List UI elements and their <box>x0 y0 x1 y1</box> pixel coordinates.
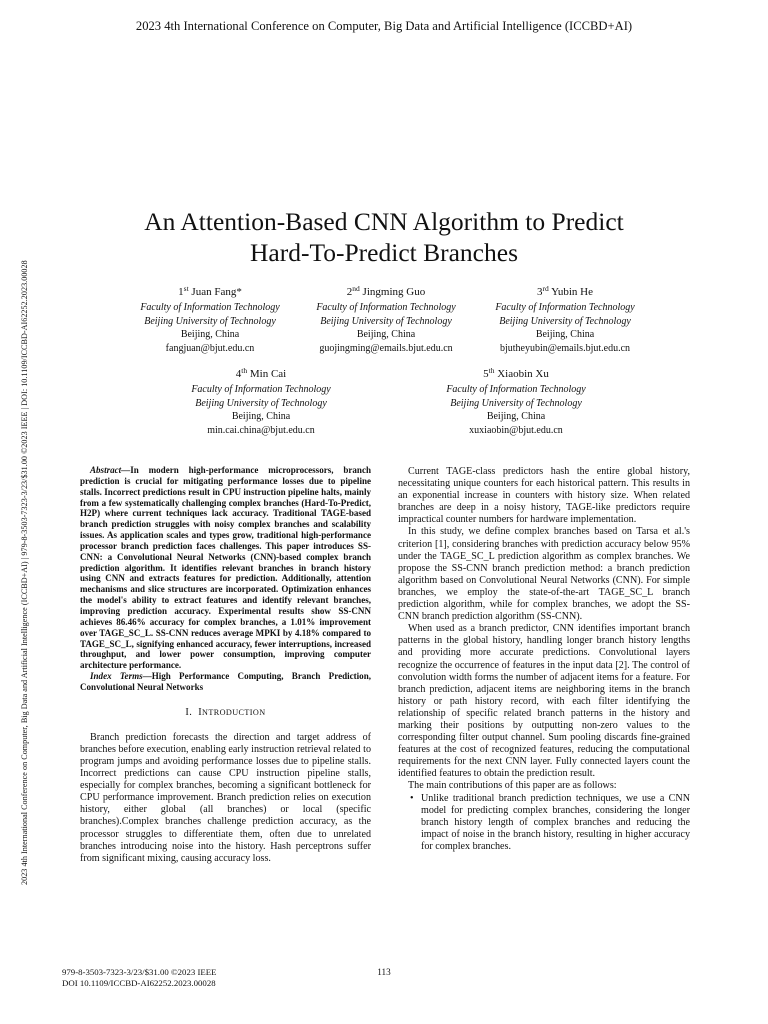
abstract <box>80 465 371 671</box>
author-block-4 <box>151 364 371 437</box>
author-name: 5th Xiaobin Xu <box>483 366 549 380</box>
author-city: Beijing, China <box>180 329 240 341</box>
right-column <box>398 466 690 853</box>
author-email: fangjuan@bjut.edu.cn <box>165 342 255 354</box>
abstract-label: Abstract <box>90 465 122 475</box>
author-name: 4th Min Cai <box>235 366 287 380</box>
author-email: xuxiaobin@bjut.edu.cn <box>469 424 563 436</box>
section-heading-introduction: I. INTRODUCTION <box>185 706 266 718</box>
index-terms <box>80 671 371 693</box>
author-university: Beijing University of Technology <box>144 315 276 327</box>
author-name: 2nd Jingming Guo <box>346 284 426 298</box>
author-name: 1st Juan Fang* <box>178 284 242 298</box>
author-university: Beijing University of Technology <box>450 397 582 409</box>
author-city: Beijing, China <box>535 329 595 341</box>
title-line-2: Hard-To-Predict Branches <box>250 238 518 267</box>
author-city: Beijing, China <box>486 411 546 423</box>
paper-title <box>0 206 768 268</box>
index-terms-text: —High Performance Computing, Branch Prediction, Convolutional Neural Networks <box>80 671 371 692</box>
author-block-5 <box>406 364 626 437</box>
author-department: Faculty of Information Technology <box>495 302 635 313</box>
side-metadata-text: 2023 4th International Conference on Computer, Big Data and Artificial Intelligence (ICCBD+AI) | 979-8-3503-7323-3/23/$31.00 ©2023 IEEE | DOI: 10.1109/ICCBD-AI62252.2023.00028 <box>20 260 29 885</box>
author-city: Beijing, China <box>356 329 416 341</box>
footer-isbn: 979-8-3503-7323-3/23/$31.00 ©2023 IEEE <box>62 967 217 977</box>
bullet-icon: • <box>410 792 414 804</box>
index-terms-label: Index Terms <box>90 671 143 682</box>
author-university: Beijing University of Technology <box>499 315 631 327</box>
list-item: • Unlike traditional branch prediction techniques, we use a CNN model for predicting complex branches, considering the longer branch history length of complex branches and reducing the impact of noise in the branch history, resulting in higher accuracy for complex branches. <box>410 792 690 852</box>
abstract-text: —In modern high-performance microprocessors, branch prediction is crucial for mitigating performance losses due to pipeline stalls. Incorrect predictions result in CPU instruction pipeline halts, mainly from a few systematically challenging complex branches (Hard-To-Predict, H2P) where current techniques lack accuracy. Traditional TAGE-based branch prediction struggles with noisy complex branches and scalability issues. As application scales and types grow, traditional high-performance processor branch prediction faces challenges. This paper introduces SS-CNN: a Convolutional Neural Networks (CNN)-based complex branch prediction algorithm. It identifies relevant branches in branch history using CNN and extracts features for prediction. Additionally, attention mechanisms and slice structures are incorporated. Optimization enhances the model's ability to extract features and identify relevant branches, improving prediction accuracy. Experimental results show SS-CNN achieves 86.46% accuracy for complex branches, a 1.01% improvement over TAGE_SC_L. SS-CNN reduces average MPKI by 4.18% compared to TAGE_SC_L, signifying enhanced accuracy, fewer interruptions, increased throughput, and lower power consumption, improving computer architecture performance. <box>80 465 371 671</box>
conference-header: 2023 4th International Conference on Computer, Big Data and Artificial Intelligence (ICCBD+AI) <box>135 19 633 33</box>
body-paragraph: The main contributions of this paper are as follows: <box>408 780 617 792</box>
author-email: bjutheyubin@emails.bjut.edu.cn <box>499 342 631 354</box>
author-university: Beijing University of Technology <box>320 315 452 327</box>
author-department: Faculty of Information Technology <box>191 384 331 395</box>
author-city: Beijing, China <box>231 411 291 423</box>
title-line-1: An Attention-Based CNN Algorithm to Predict <box>144 207 624 236</box>
author-block-3 <box>455 282 675 355</box>
author-department: Faculty of Information Technology <box>446 384 586 395</box>
page-number: 113 <box>377 967 391 977</box>
body-paragraph: Current TAGE-class predictors hash the entire global history, necessitating unique counters for each historical pattern. This results in an exponential increase in counters with history size. When related branches are deep in a noisy history, TAGE-like predictors require impractical counter numbers for hardware implementation. <box>398 466 690 526</box>
author-name: 3rd Yubin He <box>537 284 593 298</box>
body-paragraph: In this study, we define complex branches based on Tarsa et al.'s criterion [1], considering branches with prediction accuracy below 95% under the TAGE_SC_L prediction algorithm as complex branches. We propose the SS-CNN branch prediction method: a branch prediction algorithm based on Convolutional Neural Networks (CNN). For simple branches, we employ the state-of-the-art TAGE_SC_L branch prediction algorithm, while for complex branches, we adopt the SS-CNN branch prediction algorithm (SS-CNN). <box>398 526 690 623</box>
author-email: min.cai.china@bjut.edu.cn <box>207 424 315 436</box>
author-university: Beijing University of Technology <box>195 397 327 409</box>
author-department: Faculty of Information Technology <box>140 302 280 313</box>
body-paragraph: When used as a branch predictor, CNN identifies important branch patterns in the global history, handling longer branch history lengths and providing more accurate predictions. Convolutional layers recognize the occurrence of features in the input data [2]. The control of convolution width forms the number of adjacent items for a feature. For branch prediction, adjacent items are neighboring items in the branch history or path history record, with each filter identifying the relationship of specific related branch patterns in the history and marking their positions by outputting non-zero values to the corresponding filter output channel. Sum pooling discards fine-grained features at the cost of recognized features, reducing the computational requirements for the next CNN layer. Fully connected layers count the identified features to obtain the prediction result. <box>398 623 690 780</box>
contributions-list <box>398 793 690 853</box>
footer-doi: DOI 10.1109/ICCBD-AI62252.2023.00028 <box>62 977 216 988</box>
author-email: guojingming@emails.bjut.edu.cn <box>319 342 453 354</box>
author-department: Faculty of Information Technology <box>316 302 456 313</box>
intro-paragraph: Branch prediction forecasts the direction and target address of branches before execution, enabling early instruction retrieval related to program jumps and avoiding performance losses due to pipeline stalls. Incorrect predictions can cause CPU instruction pipeline stalls, especially for complex branches, becoming a significant bottleneck for CPU performance improvement. Branch prediction relies on execution history, either global (all branches) or local (specific branches).Complex branches challenge prediction accuracy, as the processor struggles to differentiate them, often due to unrelated branches introducing noise into the history. Hash perceptrons suffer from significant mixing, causing accuracy loss. <box>80 731 371 864</box>
left-column <box>80 465 371 865</box>
